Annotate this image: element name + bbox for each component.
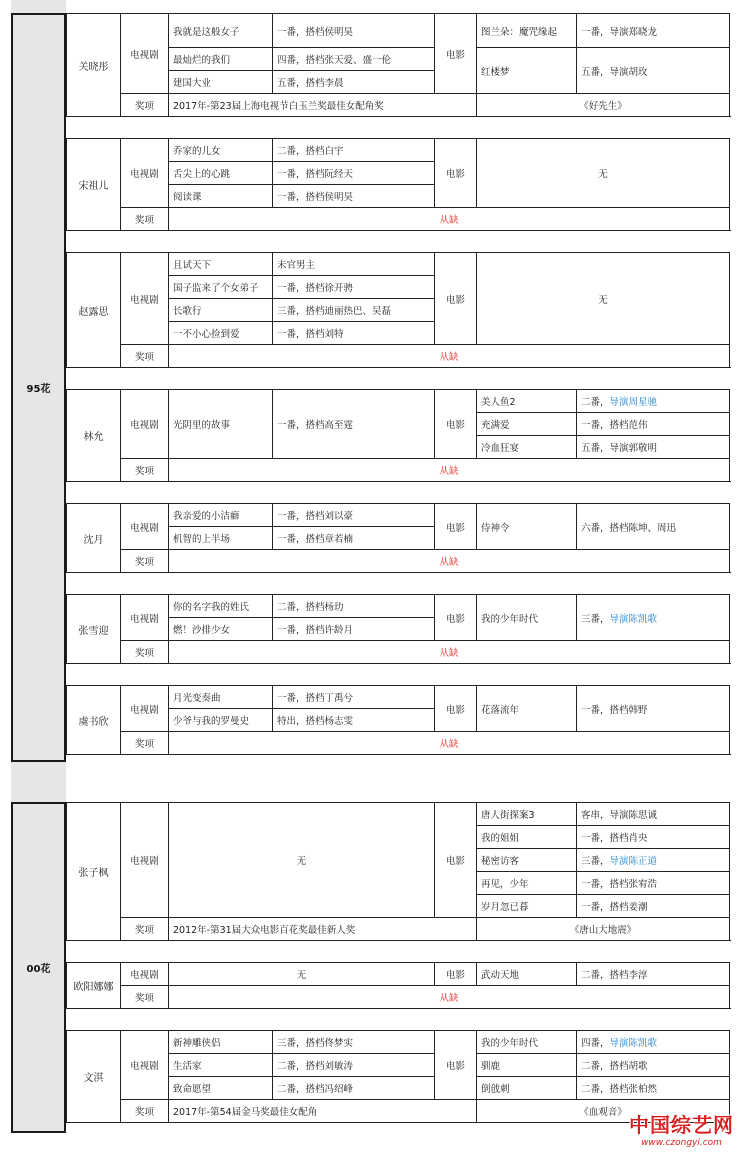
tv-note: 三番，搭档迪丽热巴、吴磊 — [273, 299, 435, 322]
tv-note: 一番，搭档刘以豪 — [273, 504, 435, 527]
tv-title: 乔家的儿女 — [169, 139, 273, 162]
tv-label: 电视剧 — [121, 139, 169, 208]
award-label: 奖项 — [121, 94, 169, 117]
tv-note: 一番，搭档侯明昊 — [273, 185, 435, 208]
tv-note: 一番，搭档许龄月 — [273, 618, 435, 641]
tv-label: 电视剧 — [121, 504, 169, 550]
tv-note: 一番，搭档阮经天 — [273, 162, 435, 185]
award-text: 2012年-第31届大众电影百花奖最佳新人奖 — [169, 918, 477, 941]
film-note-prefix: 三番， — [581, 856, 610, 867]
tv-title: 新神雕侠侣 — [169, 1031, 273, 1054]
film-label: 电影 — [435, 963, 477, 986]
actress-name: 张雪迎 — [67, 595, 121, 664]
tv-label: 电视剧 — [121, 390, 169, 459]
spacer-row — [67, 482, 730, 504]
film-title: 秘密访客 — [477, 849, 577, 872]
table-row — [67, 390, 730, 413]
group-95 — [11, 13, 66, 762]
film-title: 再见，少年 — [477, 872, 577, 895]
director-link[interactable]: 导演陈凯歌 — [609, 613, 658, 625]
actress-name: 欧阳娜娜 — [67, 963, 121, 1009]
film-title: 岁月忽已暮 — [477, 895, 577, 918]
table-row — [67, 504, 730, 527]
tv-note: 未官男主 — [273, 253, 435, 276]
table-row — [67, 208, 730, 231]
film-label: 电影 — [435, 686, 477, 732]
tv-title: 阅读课 — [169, 185, 273, 208]
award-label: 奖项 — [121, 345, 169, 368]
tv-title: 我亲爱的小洁癖 — [169, 504, 273, 527]
film-note: 一番，搭档韩野 — [577, 686, 730, 732]
award-work: 《血观音》 — [477, 1100, 730, 1123]
film-note: 二番，搭档李淳 — [577, 963, 730, 986]
film-title: 美人鱼2 — [477, 390, 577, 413]
film-note: 一番，搭档张宥浩 — [577, 872, 730, 895]
table-row — [67, 732, 730, 755]
film-title: 我的姐姐 — [477, 826, 577, 849]
film-note-prefix: 三番， — [581, 613, 610, 625]
film-label: 电影 — [435, 139, 477, 208]
film-label: 电影 — [435, 253, 477, 345]
award-label: 奖项 — [121, 641, 169, 664]
film-title: 侍神令 — [477, 504, 577, 550]
group-label: 95花 — [26, 384, 51, 395]
tv-label: 电视剧 — [121, 595, 169, 641]
award-work: 《好先生》 — [477, 94, 730, 117]
film-title: 花落流年 — [477, 686, 577, 732]
spacer-row — [67, 1009, 730, 1031]
film-note: 客串，导演陈思诚 — [577, 803, 730, 826]
director-link[interactable]: 导演陈凯歌 — [609, 1038, 658, 1049]
tv-note: 二番，搭档白宇 — [273, 139, 435, 162]
table-row — [67, 641, 730, 664]
film-title: 倒戗刺 — [477, 1077, 577, 1100]
tv-note: 一番，搭档高至霆 — [273, 390, 435, 459]
table-row — [67, 345, 730, 368]
table-row — [67, 550, 730, 573]
group-00 — [11, 802, 66, 1133]
film-note: 一番，搭档范伟 — [577, 413, 730, 436]
tv-title: 国子监来了个女弟子 — [169, 276, 273, 299]
film-note — [577, 849, 730, 872]
film-none: 无 — [477, 139, 730, 208]
director-link[interactable]: 导演陈正道 — [609, 856, 658, 867]
tv-note: 二番，搭档刘敏涛 — [273, 1054, 435, 1077]
film-title: 唐人街探案3 — [477, 803, 577, 826]
spacer-row — [67, 664, 730, 686]
film-label: 电影 — [435, 14, 477, 94]
table-row — [67, 459, 730, 482]
tv-title: 致命愿望 — [169, 1077, 273, 1100]
watermark-brand: 中国综艺网 — [629, 1113, 734, 1137]
group-label: 00花 — [26, 964, 51, 975]
award-label: 奖项 — [121, 459, 169, 482]
actress-name: 赵露思 — [67, 253, 121, 368]
tv-label: 电视剧 — [121, 963, 169, 986]
film-label: 电影 — [435, 595, 477, 641]
table-95 — [66, 13, 730, 755]
table-00 — [66, 802, 730, 1123]
film-title: 充满爱 — [477, 413, 577, 436]
tv-none: 无 — [169, 803, 435, 918]
film-note: 二番，搭档张柏然 — [577, 1077, 730, 1100]
spacer-row — [67, 941, 730, 963]
tv-title: 机智的上半场 — [169, 527, 273, 550]
table-row — [67, 94, 730, 117]
tv-title: 光阴里的故事 — [169, 390, 273, 459]
actress-name: 文淇 — [67, 1031, 121, 1123]
tv-title: 且试天下 — [169, 253, 273, 276]
top-bar — [11, 0, 66, 13]
film-note: 一番，搭档肖央 — [577, 826, 730, 849]
tv-note: 一番，搭档刘特 — [273, 322, 435, 345]
film-note: 六番，搭档陈坤、周迅 — [577, 504, 730, 550]
film-label: 电影 — [435, 1031, 477, 1100]
award-label: 奖项 — [121, 1100, 169, 1123]
actress-name: 沈月 — [67, 504, 121, 573]
film-title: 冷血狂宴 — [477, 436, 577, 459]
film-note-prefix: 二番， — [581, 397, 610, 408]
table-row — [67, 803, 730, 826]
tv-title: 燃！沙排少女 — [169, 618, 273, 641]
spacer-row — [67, 368, 730, 390]
film-title: 武动天地 — [477, 963, 577, 986]
film-note — [577, 1031, 730, 1054]
tv-note: 一番，搭档徐开骋 — [273, 276, 435, 299]
award-label: 奖项 — [121, 732, 169, 755]
tv-note: 一番，搭档章若楠 — [273, 527, 435, 550]
tv-title: 舌尖上的心跳 — [169, 162, 273, 185]
spacer-row — [67, 117, 730, 139]
tv-note: 特出，搭档杨志雯 — [273, 709, 435, 732]
tv-title: 长歌行 — [169, 299, 273, 322]
tv-title: 我就是这般女子 — [169, 14, 273, 48]
film-note: 五番，导演郭敬明 — [577, 436, 730, 459]
film-note: 一番，导演郑晓龙 — [577, 14, 730, 48]
tv-label: 电视剧 — [121, 803, 169, 918]
actress-name: 张子枫 — [67, 803, 121, 941]
film-label: 电影 — [435, 803, 477, 918]
actress-name: 虞书欣 — [67, 686, 121, 755]
actress-name: 关晓彤 — [67, 14, 121, 117]
award-missing: 从缺 — [169, 641, 730, 664]
award-text: 2017年-第54届金马奖最佳女配角 — [169, 1100, 477, 1123]
tv-note: 二番，搭档杨玏 — [273, 595, 435, 618]
award-label: 奖项 — [121, 918, 169, 941]
tv-title: 月光变奏曲 — [169, 686, 273, 709]
tv-note: 五番，搭档李晨 — [273, 71, 435, 94]
film-label: 电影 — [435, 390, 477, 459]
film-label: 电影 — [435, 504, 477, 550]
award-missing: 从缺 — [169, 208, 730, 231]
table-row — [67, 595, 730, 618]
award-missing: 从缺 — [169, 732, 730, 755]
table-row — [67, 963, 730, 986]
tv-title: 你的名字我的姓氏 — [169, 595, 273, 618]
actress-name: 林允 — [67, 390, 121, 482]
watermark-url: www.czongyi.com — [641, 1138, 722, 1148]
tv-label: 电视剧 — [121, 686, 169, 732]
film-note — [577, 390, 730, 413]
table-row — [67, 686, 730, 709]
film-note: 二番，搭档胡歌 — [577, 1054, 730, 1077]
tv-none: 无 — [169, 963, 435, 986]
table-row — [67, 986, 730, 1009]
award-missing: 从缺 — [169, 459, 730, 482]
spacer-row — [67, 231, 730, 253]
award-text: 2017年-第23届上海电视节白玉兰奖最佳女配角奖 — [169, 94, 477, 117]
film-title: 驯鹿 — [477, 1054, 577, 1077]
film-note — [577, 595, 730, 641]
tv-title: 一不小心捡到爱 — [169, 322, 273, 345]
director-link[interactable]: 导演周星驰 — [609, 397, 658, 408]
tv-label: 电视剧 — [121, 14, 169, 94]
table-row — [67, 139, 730, 162]
table-row — [67, 14, 730, 48]
film-none: 无 — [477, 253, 730, 345]
award-missing: 从缺 — [169, 986, 730, 1009]
tv-title: 生活家 — [169, 1054, 273, 1077]
award-label: 奖项 — [121, 208, 169, 231]
award-label: 奖项 — [121, 986, 169, 1009]
film-title: 红楼梦 — [477, 48, 577, 94]
tv-note: 四番，搭档张天爱、盛一伦 — [273, 48, 435, 71]
film-note: 五番，导演胡玫 — [577, 48, 730, 94]
tv-note: 一番，搭档丁禹兮 — [273, 686, 435, 709]
film-note: 一番，搭档姜潮 — [577, 895, 730, 918]
table-row — [67, 918, 730, 941]
tv-label: 电视剧 — [121, 253, 169, 345]
tv-title: 少爷与我的罗曼史 — [169, 709, 273, 732]
film-title: 我的少年时代 — [477, 595, 577, 641]
tv-note: 二番，搭档冯绍峰 — [273, 1077, 435, 1100]
actress-name: 宋祖儿 — [67, 139, 121, 231]
film-note-prefix: 四番， — [581, 1038, 610, 1049]
award-missing: 从缺 — [169, 345, 730, 368]
film-title: 我的少年时代 — [477, 1031, 577, 1054]
film-title: 图兰朵：魔咒缘起 — [477, 14, 577, 48]
table-row — [67, 253, 730, 276]
tv-title: 最灿烂的我们 — [169, 48, 273, 71]
table-row — [67, 1031, 730, 1054]
tv-note: 一番，搭档侯明昊 — [273, 14, 435, 48]
tv-note: 三番，搭档佟梦实 — [273, 1031, 435, 1054]
group-gap — [11, 762, 66, 802]
tv-title: 建国大业 — [169, 71, 273, 94]
award-work: 《唐山大地震》 — [477, 918, 730, 941]
award-label: 奖项 — [121, 550, 169, 573]
award-missing: 从缺 — [169, 550, 730, 573]
watermark-logo — [629, 1109, 734, 1148]
spacer-row — [67, 573, 730, 595]
tv-label: 电视剧 — [121, 1031, 169, 1100]
